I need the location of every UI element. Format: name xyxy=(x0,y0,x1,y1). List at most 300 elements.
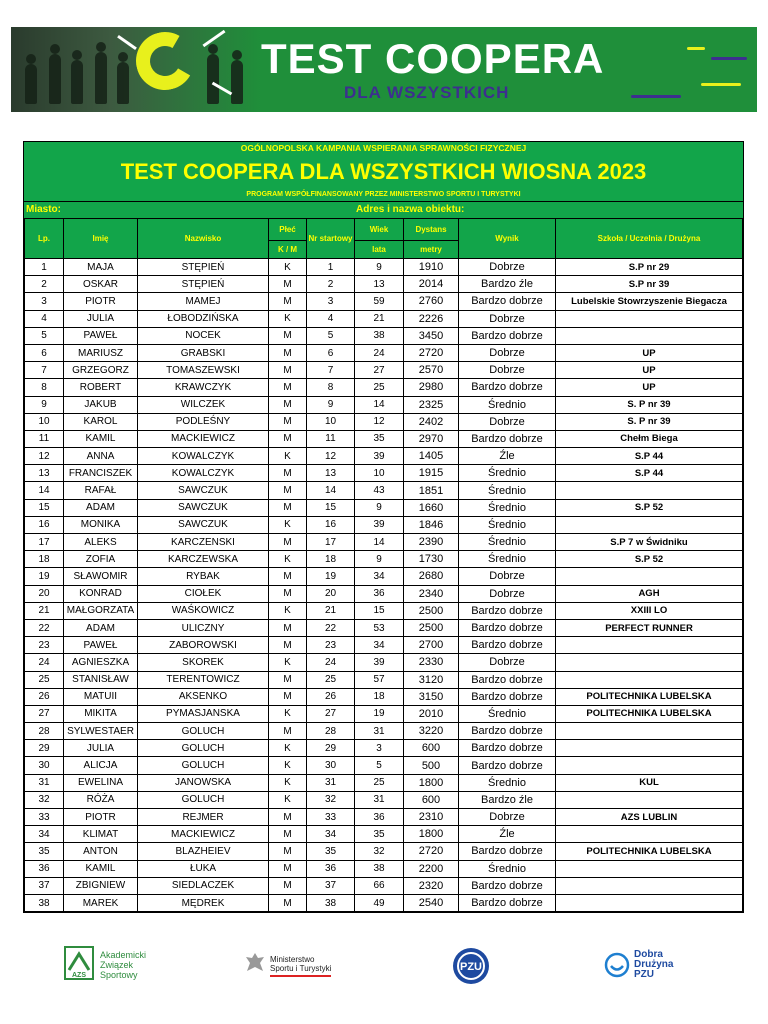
table-row xyxy=(25,637,743,654)
cell-start-number: 5 xyxy=(307,327,355,344)
cell-start-number: 3 xyxy=(307,293,355,310)
cell-sex: K xyxy=(269,448,307,465)
cell-distance: 2970 xyxy=(404,430,459,447)
cell-distance: 3450 xyxy=(404,327,459,344)
cell-result: Średnio xyxy=(459,482,556,499)
cell-first-name: ZOFIA xyxy=(64,551,138,568)
cell-age: 31 xyxy=(355,723,404,740)
svg-text:AZS: AZS xyxy=(72,972,86,979)
cell-lp: 38 xyxy=(25,894,64,911)
cell-start-number: 14 xyxy=(307,482,355,499)
cell-sex: K xyxy=(269,259,307,276)
cell-school: AGH xyxy=(556,585,743,602)
table-row xyxy=(25,448,743,465)
cell-distance: 2200 xyxy=(404,860,459,877)
ddp-line-1: Dobra xyxy=(634,949,663,960)
cell-lp: 12 xyxy=(25,448,64,465)
cell-last-name: KOWALCZYK xyxy=(138,465,269,482)
cell-age: 34 xyxy=(355,568,404,585)
cell-distance: 2402 xyxy=(404,413,459,430)
cell-result: Średnio xyxy=(459,396,556,413)
cell-lp: 3 xyxy=(25,293,64,310)
cell-age: 38 xyxy=(355,327,404,344)
cell-result: Średnio xyxy=(459,465,556,482)
col-start-number: Nr startowy xyxy=(307,219,355,259)
cell-first-name: MAJA xyxy=(64,259,138,276)
cell-school: UP xyxy=(556,379,743,396)
cell-start-number: 9 xyxy=(307,396,355,413)
cell-result: Średnio xyxy=(459,516,556,533)
cell-result: Bardzo dobrze xyxy=(459,688,556,705)
cell-lp: 25 xyxy=(25,671,64,688)
cell-lp: 11 xyxy=(25,430,64,447)
cell-distance: 2325 xyxy=(404,396,459,413)
cell-lp: 19 xyxy=(25,568,64,585)
col-distance-unit: metry xyxy=(404,241,459,259)
cell-result: Średnio xyxy=(459,860,556,877)
cell-start-number: 31 xyxy=(307,774,355,791)
cell-sex: K xyxy=(269,516,307,533)
cell-start-number: 26 xyxy=(307,688,355,705)
cell-age: 25 xyxy=(355,774,404,791)
cell-distance: 2330 xyxy=(404,654,459,671)
cell-last-name: MAMEJ xyxy=(138,293,269,310)
cell-last-name: SAWCZUK xyxy=(138,482,269,499)
cell-distance: 600 xyxy=(404,740,459,757)
cell-age: 32 xyxy=(355,843,404,860)
cell-age: 39 xyxy=(355,448,404,465)
cell-age: 66 xyxy=(355,877,404,894)
cell-age: 9 xyxy=(355,499,404,516)
cell-age: 9 xyxy=(355,551,404,568)
cell-result: Bardzo dobrze xyxy=(459,293,556,310)
table-row xyxy=(25,894,743,911)
cell-sex: M xyxy=(269,843,307,860)
cell-school: POLITECHNIKA LUBELSKA xyxy=(556,705,743,722)
ddp-line-3: PZU xyxy=(634,969,654,980)
banner-subtitle: DLA WSZYSTKICH xyxy=(344,83,510,102)
cell-school: Lubelskie Stowrzyszenie Biegacza xyxy=(556,293,743,310)
cell-first-name: RAFAŁ xyxy=(64,482,138,499)
cell-lp: 14 xyxy=(25,482,64,499)
table-row xyxy=(25,430,743,447)
table-row xyxy=(25,379,743,396)
table-row xyxy=(25,310,743,327)
table-row xyxy=(25,534,743,551)
cell-start-number: 25 xyxy=(307,671,355,688)
cell-first-name: SYLWESTAER xyxy=(64,723,138,740)
address-label: Adres i nazwa obiektu: xyxy=(356,204,465,215)
cell-first-name: ADAM xyxy=(64,619,138,636)
cell-start-number: 7 xyxy=(307,362,355,379)
cell-lp: 36 xyxy=(25,860,64,877)
cell-age: 38 xyxy=(355,860,404,877)
cell-result: Bardzo dobrze xyxy=(459,877,556,894)
table-row xyxy=(25,757,743,774)
cell-last-name: ŁOBODZIŃSKA xyxy=(138,310,269,327)
cell-last-name: KRAWCZYK xyxy=(138,379,269,396)
ministry-line-1: Ministerstwo xyxy=(270,955,315,964)
polish-eagle-icon xyxy=(244,951,266,977)
banner-title: TEST COOPERA xyxy=(261,35,605,82)
cell-lp: 26 xyxy=(25,688,64,705)
cell-last-name: ZABOROWSKI xyxy=(138,637,269,654)
table-row xyxy=(25,826,743,843)
cell-last-name: BLAZHEIEV xyxy=(138,843,269,860)
cell-sex: M xyxy=(269,276,307,293)
col-school: Szkoła / Uczelnia / Drużyna xyxy=(556,219,743,259)
cell-distance: 3150 xyxy=(404,688,459,705)
cell-sex: M xyxy=(269,860,307,877)
cell-first-name: ANTON xyxy=(64,843,138,860)
cell-last-name: PODLEŚNY xyxy=(138,413,269,430)
cell-sex: K xyxy=(269,310,307,327)
cell-first-name: AGNIESZKA xyxy=(64,654,138,671)
cell-distance: 1851 xyxy=(404,482,459,499)
cell-last-name: SIEDLACZEK xyxy=(138,877,269,894)
program-note: PROGRAM WSPÓŁFINANSOWANY PRZEZ MINISTERSTWO SPORTU I TURYSTYKI xyxy=(246,191,521,198)
cell-distance: 2540 xyxy=(404,894,459,911)
runners-photo xyxy=(11,27,261,112)
table-row xyxy=(25,499,743,516)
cell-age: 27 xyxy=(355,362,404,379)
cell-result: Dobrze xyxy=(459,585,556,602)
campaign-title: OGÓLNOPOLSKA KAMPANIA WSPIERANIA SPRAWNOŚCI FIZYCZNEJ xyxy=(240,143,527,153)
cell-last-name: TERENTOWICZ xyxy=(138,671,269,688)
cell-first-name: SŁAWOMIR xyxy=(64,568,138,585)
cell-result: Bardzo dobrze xyxy=(459,637,556,654)
cell-sex: M xyxy=(269,482,307,499)
cell-sex: M xyxy=(269,619,307,636)
cell-sex: M xyxy=(269,327,307,344)
table-row xyxy=(25,619,743,636)
cell-sex: M xyxy=(269,465,307,482)
cell-last-name: KOWALCZYK xyxy=(138,448,269,465)
cell-lp: 6 xyxy=(25,344,64,361)
cell-school xyxy=(556,860,743,877)
cell-distance: 2500 xyxy=(404,602,459,619)
cell-start-number: 30 xyxy=(307,757,355,774)
cell-lp: 22 xyxy=(25,619,64,636)
cell-first-name: KAMIL xyxy=(64,430,138,447)
cell-distance: 1660 xyxy=(404,499,459,516)
cell-last-name: TOMASZEWSKI xyxy=(138,362,269,379)
cell-sex: M xyxy=(269,894,307,911)
cell-first-name: KAMIL xyxy=(64,860,138,877)
cell-school: UP xyxy=(556,344,743,361)
cell-result: Dobrze xyxy=(459,344,556,361)
cell-lp: 1 xyxy=(25,259,64,276)
cell-sex: M xyxy=(269,826,307,843)
cell-first-name: MAŁGORZATA xyxy=(64,602,138,619)
table-row xyxy=(25,293,743,310)
results-table xyxy=(24,218,743,912)
cell-first-name: OSKAR xyxy=(64,276,138,293)
ministry-logo xyxy=(244,951,344,981)
cell-distance: 2720 xyxy=(404,843,459,860)
cell-school: S.P nr 29 xyxy=(556,259,743,276)
cell-sex: M xyxy=(269,568,307,585)
table-row xyxy=(25,465,743,482)
cell-lp: 17 xyxy=(25,534,64,551)
cell-sex: M xyxy=(269,499,307,516)
cell-result: Dobrze xyxy=(459,310,556,327)
cell-start-number: 11 xyxy=(307,430,355,447)
cell-last-name: GOLUCH xyxy=(138,740,269,757)
table-row xyxy=(25,740,743,757)
cell-result: Bardzo dobrze xyxy=(459,327,556,344)
cell-sex: M xyxy=(269,877,307,894)
cell-age: 49 xyxy=(355,894,404,911)
cell-school xyxy=(556,637,743,654)
cell-result: Bardzo dobrze xyxy=(459,843,556,860)
cell-last-name: GOLUCH xyxy=(138,791,269,808)
cell-school: POLITECHNIKA LUBELSKA xyxy=(556,688,743,705)
cell-result: Bardzo dobrze xyxy=(459,757,556,774)
cell-school: S.P 52 xyxy=(556,551,743,568)
dobra-druzyna-logo xyxy=(604,950,704,986)
cell-lp: 37 xyxy=(25,877,64,894)
cell-age: 36 xyxy=(355,809,404,826)
cell-result: Dobrze xyxy=(459,259,556,276)
cell-sex: M xyxy=(269,430,307,447)
cell-age: 12 xyxy=(355,413,404,430)
ministry-line-2: Sportu i Turystyki xyxy=(270,964,332,973)
cell-school xyxy=(556,482,743,499)
cell-start-number: 2 xyxy=(307,276,355,293)
cell-start-number: 12 xyxy=(307,448,355,465)
table-row xyxy=(25,568,743,585)
cell-first-name: PAWEŁ xyxy=(64,637,138,654)
cell-distance: 2340 xyxy=(404,585,459,602)
azs-logo xyxy=(64,946,164,982)
cell-lp: 29 xyxy=(25,740,64,757)
cell-result: Źle xyxy=(459,448,556,465)
cell-age: 36 xyxy=(355,585,404,602)
cell-age: 25 xyxy=(355,379,404,396)
cell-start-number: 19 xyxy=(307,568,355,585)
cell-first-name: ADAM xyxy=(64,499,138,516)
cell-sex: M xyxy=(269,413,307,430)
cell-school xyxy=(556,723,743,740)
cell-start-number: 6 xyxy=(307,344,355,361)
cell-age: 14 xyxy=(355,534,404,551)
azs-line-1: Akademicki xyxy=(100,950,147,960)
cell-age: 34 xyxy=(355,637,404,654)
cell-distance: 1730 xyxy=(404,551,459,568)
cell-lp: 9 xyxy=(25,396,64,413)
cell-distance: 2570 xyxy=(404,362,459,379)
cell-age: 35 xyxy=(355,826,404,843)
cell-start-number: 17 xyxy=(307,534,355,551)
cell-sex: M xyxy=(269,809,307,826)
azs-emblem-icon xyxy=(64,946,94,980)
table-row xyxy=(25,276,743,293)
results-sheet xyxy=(23,141,744,913)
cell-sex: M xyxy=(269,534,307,551)
cell-first-name: RÓŻA xyxy=(64,791,138,808)
cell-lp: 30 xyxy=(25,757,64,774)
col-age: Wiek xyxy=(355,219,404,241)
col-first-name: Imię xyxy=(64,219,138,259)
cell-age: 59 xyxy=(355,293,404,310)
cell-lp: 5 xyxy=(25,327,64,344)
cell-first-name: EWELINA xyxy=(64,774,138,791)
cell-age: 53 xyxy=(355,619,404,636)
cell-school xyxy=(556,654,743,671)
cell-school xyxy=(556,310,743,327)
cell-school: S.P nr 39 xyxy=(556,276,743,293)
cell-last-name: GOLUCH xyxy=(138,757,269,774)
cell-first-name: ALICJA xyxy=(64,757,138,774)
cell-lp: 10 xyxy=(25,413,64,430)
city-label: Miasto: xyxy=(26,204,61,215)
cell-age: 3 xyxy=(355,740,404,757)
cell-age: 15 xyxy=(355,602,404,619)
cell-distance: 3220 xyxy=(404,723,459,740)
cell-last-name: CIOŁEK xyxy=(138,585,269,602)
cell-sex: M xyxy=(269,362,307,379)
cell-result: Dobrze xyxy=(459,568,556,585)
table-row xyxy=(25,654,743,671)
cell-distance: 2014 xyxy=(404,276,459,293)
cell-age: 13 xyxy=(355,276,404,293)
cell-result: Bardzo dobrze xyxy=(459,379,556,396)
cell-school xyxy=(556,757,743,774)
cell-last-name: GOLUCH xyxy=(138,723,269,740)
cell-lp: 35 xyxy=(25,843,64,860)
cell-distance: 1915 xyxy=(404,465,459,482)
cell-first-name: PAWEŁ xyxy=(64,327,138,344)
cell-lp: 24 xyxy=(25,654,64,671)
cell-sex: M xyxy=(269,637,307,654)
cell-first-name: JULIA xyxy=(64,310,138,327)
pzu-text: PZU xyxy=(460,961,482,973)
cell-lp: 23 xyxy=(25,637,64,654)
cell-last-name: PYMASJANSKA xyxy=(138,705,269,722)
cell-school: POLITECHNIKA LUBELSKA xyxy=(556,843,743,860)
cell-first-name: MARIUSZ xyxy=(64,344,138,361)
cell-school: AZS LUBLIN xyxy=(556,809,743,826)
cell-last-name: RYBAK xyxy=(138,568,269,585)
cell-result: Źle xyxy=(459,826,556,843)
cell-result: Średnio xyxy=(459,774,556,791)
cell-sex: M xyxy=(269,585,307,602)
cell-sex: K xyxy=(269,791,307,808)
cell-sex: K xyxy=(269,654,307,671)
cell-school xyxy=(556,671,743,688)
cell-result: Średnio xyxy=(459,499,556,516)
cell-lp: 13 xyxy=(25,465,64,482)
table-row xyxy=(25,516,743,533)
cell-last-name: SKOREK xyxy=(138,654,269,671)
cell-distance: 2700 xyxy=(404,637,459,654)
cell-first-name: MATUII xyxy=(64,688,138,705)
table-row xyxy=(25,809,743,826)
cell-start-number: 23 xyxy=(307,637,355,654)
cell-age: 10 xyxy=(355,465,404,482)
cell-start-number: 36 xyxy=(307,860,355,877)
cell-start-number: 10 xyxy=(307,413,355,430)
cell-distance: 2320 xyxy=(404,877,459,894)
cell-lp: 7 xyxy=(25,362,64,379)
cell-first-name: KONRAD xyxy=(64,585,138,602)
cell-distance: 3120 xyxy=(404,671,459,688)
table-row xyxy=(25,551,743,568)
cell-distance: 1800 xyxy=(404,826,459,843)
smile-icon xyxy=(604,952,630,978)
table-row xyxy=(25,344,743,361)
cell-start-number: 24 xyxy=(307,654,355,671)
col-last-name: Nazwisko xyxy=(138,219,269,259)
cell-lp: 31 xyxy=(25,774,64,791)
table-row xyxy=(25,705,743,722)
cell-school: XXIII LO xyxy=(556,602,743,619)
table-row xyxy=(25,860,743,877)
col-sex: Płeć xyxy=(269,219,307,241)
cell-start-number: 38 xyxy=(307,894,355,911)
cell-result: Bardzo źle xyxy=(459,791,556,808)
col-result: Wynik xyxy=(459,219,556,259)
cell-last-name: REJMER xyxy=(138,809,269,826)
table-row xyxy=(25,259,743,276)
cell-start-number: 8 xyxy=(307,379,355,396)
ddp-line-2: Drużyna xyxy=(634,959,674,970)
azs-line-3: Sportowy xyxy=(100,970,138,980)
cell-lp: 28 xyxy=(25,723,64,740)
cell-distance: 500 xyxy=(404,757,459,774)
cell-last-name: WAŚKOWICZ xyxy=(138,602,269,619)
cell-last-name: JANOWSKA xyxy=(138,774,269,791)
cell-result: Bardzo źle xyxy=(459,276,556,293)
col-distance: Dystans xyxy=(404,219,459,241)
cell-sex: M xyxy=(269,293,307,310)
cell-first-name: STANISŁAW xyxy=(64,671,138,688)
cell-lp: 4 xyxy=(25,310,64,327)
cell-distance: 2010 xyxy=(404,705,459,722)
cell-first-name: JULIA xyxy=(64,740,138,757)
cell-school xyxy=(556,826,743,843)
cell-lp: 33 xyxy=(25,809,64,826)
cell-result: Bardzo dobrze xyxy=(459,602,556,619)
cell-sex: M xyxy=(269,396,307,413)
cell-distance: 1910 xyxy=(404,259,459,276)
cell-distance: 600 xyxy=(404,791,459,808)
col-age-unit: lata xyxy=(355,241,404,259)
cell-age: 39 xyxy=(355,654,404,671)
cell-lp: 2 xyxy=(25,276,64,293)
cell-age: 43 xyxy=(355,482,404,499)
azs-line-2: Związek xyxy=(100,960,134,970)
cell-first-name: KAROL xyxy=(64,413,138,430)
cell-last-name: GRABSKI xyxy=(138,344,269,361)
cell-school: PERFECT RUNNER xyxy=(556,619,743,636)
cell-first-name: ZBIGNIEW xyxy=(64,877,138,894)
cell-start-number: 27 xyxy=(307,705,355,722)
cell-start-number: 33 xyxy=(307,809,355,826)
table-row xyxy=(25,791,743,808)
cell-distance: 2720 xyxy=(404,344,459,361)
cell-last-name: KARCZENSKI xyxy=(138,534,269,551)
cell-last-name: NOCEK xyxy=(138,327,269,344)
cell-lp: 21 xyxy=(25,602,64,619)
cell-start-number: 37 xyxy=(307,877,355,894)
cell-distance: 1800 xyxy=(404,774,459,791)
table-row xyxy=(25,585,743,602)
cell-school: S.P 44 xyxy=(556,448,743,465)
cell-school xyxy=(556,516,743,533)
cell-age: 35 xyxy=(355,430,404,447)
